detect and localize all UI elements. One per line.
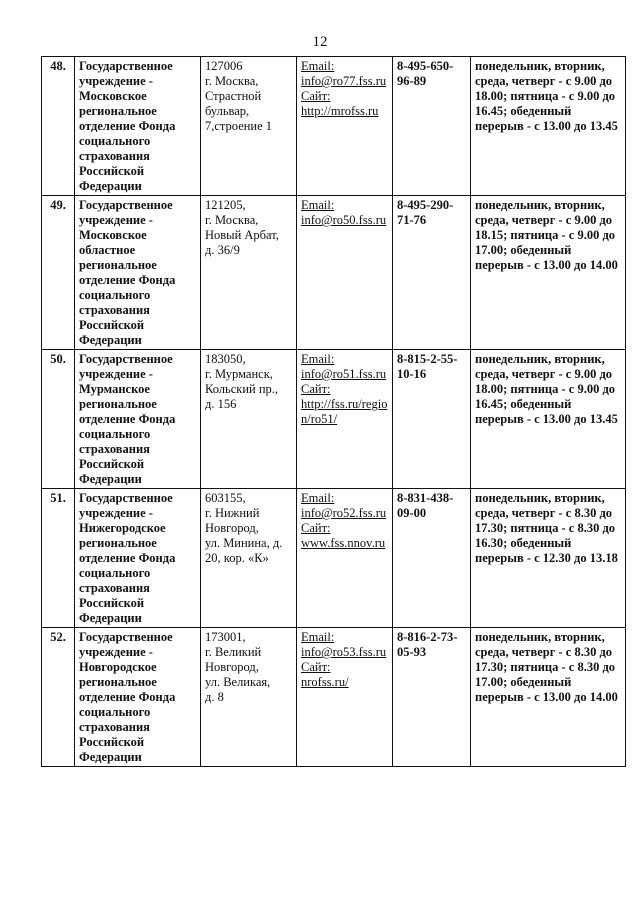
email-label: Email: bbox=[301, 59, 335, 73]
web-contacts-cell bbox=[297, 628, 393, 767]
phone-number: 8-831-438-09-00 bbox=[393, 489, 471, 628]
site-link[interactable]: nrofss.ru/ bbox=[301, 675, 349, 689]
working-hours: понедельник, вторник, среда, четверг - с 9.00 до 18.00; пятница - с 9.00 до 16.45; обеденный перерыв - с 13.00 до 13.45 bbox=[471, 350, 626, 489]
address-line: 7,строение 1 bbox=[205, 119, 273, 133]
address-line: Новгород, bbox=[205, 660, 259, 674]
phone-number: 8-816-2-73-05-93 bbox=[393, 628, 471, 767]
email-label: Email: bbox=[301, 491, 335, 505]
page-number: 12 bbox=[312, 34, 328, 50]
address-line: ул. Минина, д. bbox=[205, 536, 283, 550]
email-label: Email: bbox=[301, 630, 335, 644]
row-number: 49. bbox=[42, 196, 75, 350]
address-line: г. Мурманск, bbox=[205, 367, 273, 381]
email-link[interactable]: info@ro51.fss.ru bbox=[301, 367, 387, 381]
organization-name: Государственное учреждение - Новгородское региональное отделение Фонда социального страхования Российской Федерации bbox=[75, 628, 201, 767]
table-row bbox=[42, 489, 626, 628]
site-link[interactable]: http://mrofss.ru bbox=[301, 104, 379, 118]
address-line: бульвар, bbox=[205, 104, 250, 118]
row-number: 52. bbox=[42, 628, 75, 767]
table-row bbox=[42, 628, 626, 767]
address-line: 121205, bbox=[205, 198, 246, 212]
email-label: Email: bbox=[301, 198, 335, 212]
site-link[interactable]: http://fss.ru/region/ro51/ bbox=[301, 397, 388, 426]
table-row bbox=[42, 196, 626, 350]
address-line: д. 8 bbox=[205, 690, 224, 704]
web-contacts-cell bbox=[297, 489, 393, 628]
address-line: ул. Великая, bbox=[205, 675, 271, 689]
email-link[interactable]: info@ro77.fss.ru bbox=[301, 74, 387, 88]
address-line: Кольский пр., bbox=[205, 382, 279, 396]
address-line: 127006 bbox=[205, 59, 243, 73]
working-hours: понедельник, вторник, среда, четверг - с 9.00 до 18.00; пятница - с 9.00 до 16.45; обеденный перерыв - с 13.00 до 13.45 bbox=[471, 57, 626, 196]
row-number: 48. bbox=[42, 57, 75, 196]
contact-table bbox=[41, 56, 626, 767]
address-cell bbox=[201, 350, 297, 489]
address-line: Новый Арбат, bbox=[205, 228, 279, 242]
address-line: г. Москва, bbox=[205, 213, 259, 227]
row-number: 51. bbox=[42, 489, 75, 628]
web-contacts-cell bbox=[297, 196, 393, 350]
address-line: г. Москва, bbox=[205, 74, 259, 88]
address-line: Новгород, bbox=[205, 521, 259, 535]
working-hours: понедельник, вторник, среда, четверг - с 8.30 до 17.30; пятница - с 8.30 до 16.30; обеденный перерыв - с 12.30 до 13.18 bbox=[471, 489, 626, 628]
phone-number: 8-495-290-71-76 bbox=[393, 196, 471, 350]
organization-name: Государственное учреждение - Мурманское региональное отделение Фонда социального страхования Российской Федерации bbox=[75, 350, 201, 489]
site-label: Сайт: bbox=[301, 89, 331, 103]
phone-number: 8-815-2-55-10-16 bbox=[393, 350, 471, 489]
site-label: Сайт: bbox=[301, 382, 331, 396]
address-line: 20, кор. «К» bbox=[205, 551, 269, 565]
table-row bbox=[42, 57, 626, 196]
working-hours: понедельник, вторник, среда, четверг - с 9.00 до 18.15; пятница - с 9.00 до 17.00; обеденный перерыв - с 13.00 до 14.00 bbox=[471, 196, 626, 350]
address-line: г. Великий bbox=[205, 645, 262, 659]
phone-number: 8-495-650-96-89 bbox=[393, 57, 471, 196]
address-line: 183050, bbox=[205, 352, 246, 366]
table-row bbox=[42, 350, 626, 489]
organization-name: Государственное учреждение - Московское областное региональное отделение Фонда социального страхования Российской Федерации bbox=[75, 196, 201, 350]
web-contacts-cell bbox=[297, 57, 393, 196]
address-line: 173001, bbox=[205, 630, 246, 644]
email-link[interactable]: info@ro52.fss.ru bbox=[301, 506, 387, 520]
email-label: Email: bbox=[301, 352, 335, 366]
address-line: Страстной bbox=[205, 89, 262, 103]
organization-name: Государственное учреждение - Московское региональное отделение Фонда социального страхования Российской Федерации bbox=[75, 57, 201, 196]
web-contacts-cell bbox=[297, 350, 393, 489]
address-line: г. Нижний bbox=[205, 506, 260, 520]
address-cell bbox=[201, 57, 297, 196]
site-link[interactable]: www.fss.nnov.ru bbox=[301, 536, 386, 550]
site-label: Сайт: bbox=[301, 660, 331, 674]
address-cell bbox=[201, 196, 297, 350]
address-line: 603155, bbox=[205, 491, 246, 505]
email-link[interactable]: info@ro50.fss.ru bbox=[301, 213, 387, 227]
organization-name: Государственное учреждение - Нижегородское региональное отделение Фонда социального страхования Российской Федерации bbox=[75, 489, 201, 628]
working-hours: понедельник, вторник, среда, четверг - с 8.30 до 17.30; пятница - с 8.30 до 17.00; обеденный перерыв - с 13.00 до 14.00 bbox=[471, 628, 626, 767]
address-cell bbox=[201, 628, 297, 767]
address-cell bbox=[201, 489, 297, 628]
site-label: Сайт: bbox=[301, 521, 331, 535]
address-line: д. 36/9 bbox=[205, 243, 240, 257]
email-link[interactable]: info@ro53.fss.ru bbox=[301, 645, 387, 659]
address-line: д. 156 bbox=[205, 397, 237, 411]
row-number: 50. bbox=[42, 350, 75, 489]
